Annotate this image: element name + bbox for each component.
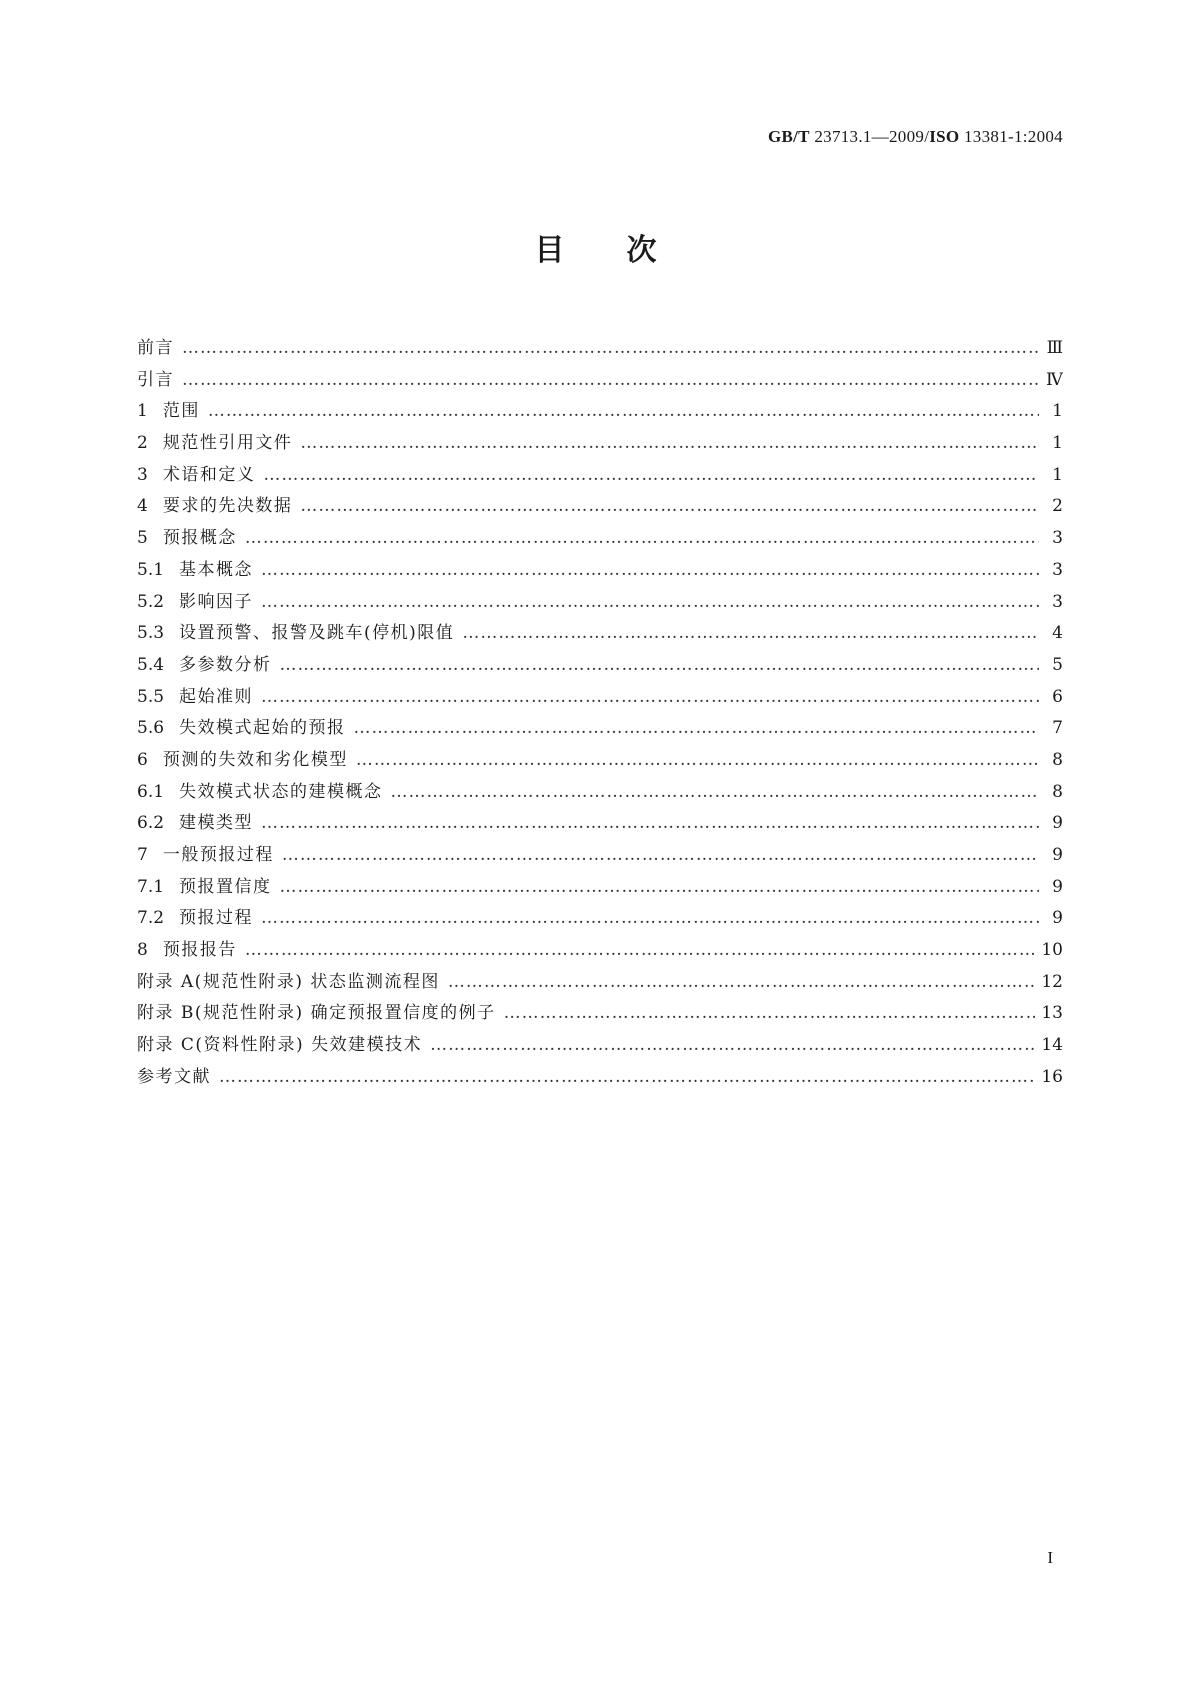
toc-entry-number: 6 [137,749,148,770]
toc-entry[interactable] [137,777,1063,809]
toc-dot-leader [354,713,1039,745]
toc-dot-leader [261,682,1039,714]
toc-entry-page: 8 [1052,781,1063,802]
toc-entry-page: Ⅲ [1046,338,1063,358]
toc-entry-number: 7 [137,845,148,865]
toc-dot-leader [448,967,1036,999]
toc-dot-leader [182,365,1039,397]
toc-entry-page: 3 [1052,528,1063,549]
toc-dot-leader [219,1062,1035,1094]
toc-entry-page: 9 [1052,876,1063,897]
toc-entry[interactable] [137,650,1063,682]
toc-dot-leader [245,935,1036,967]
toc-dot-leader [261,587,1039,619]
toc-entry[interactable] [137,555,1063,587]
toc-entry-number: 5.4 [137,654,165,675]
toc-dot-leader [263,460,1039,492]
toc-entry-number: 5.1 [137,559,165,580]
toc-dot-leader [182,333,1039,365]
standard-gb-prefix: GB/T [767,127,810,146]
toc-entry[interactable] [137,365,1063,397]
toc-entry-label: 失效模式状态的建模概念 [179,781,383,802]
toc-entry-number: 5.6 [137,718,165,739]
toc-entry[interactable] [137,713,1063,745]
toc-entry-number: 3 [137,464,148,485]
standard-gb-number: 23713.1—2009/ [809,127,930,146]
toc-entry-page: 2 [1052,496,1063,517]
toc-entry-label: 起始准则 [179,686,254,707]
toc-entry-page: 7 [1052,718,1063,739]
toc-entry-number: 6.2 [137,813,165,834]
toc-dot-leader [261,555,1039,587]
toc-entry-page: 1 [1052,433,1063,454]
toc-entry[interactable] [137,808,1063,840]
toc-entry-label: 一般预报过程 [162,845,274,865]
toc-entry-page: 9 [1052,845,1063,865]
toc-entry-number: 5 [137,528,148,549]
toc-entry[interactable] [137,935,1063,967]
toc-entry-label: 要求的先决数据 [162,496,293,517]
toc-dot-leader [504,998,1036,1030]
toc-entry-page: 9 [1052,813,1063,834]
toc-entry-label: 预报置信度 [179,876,272,897]
toc-entry-page: 1 [1052,401,1063,422]
toc-dot-leader [208,396,1039,428]
toc-dot-leader [430,1030,1035,1062]
toc-dot-leader [261,808,1039,840]
toc-entry-number: 4 [137,496,148,517]
toc-dot-leader [280,872,1039,904]
toc-entry-label: 术语和定义 [162,464,256,485]
toc-entry-page: 13 [1041,1003,1063,1024]
toc-entry-label: 规范性引用文件 [162,433,293,454]
toc-dot-leader [280,650,1039,682]
toc-entry-number: 7.2 [137,908,165,929]
standard-number [768,127,1063,147]
toc-entry-label: 影响因子 [179,591,254,612]
toc-entry-label: 附录 C(资料性附录) 失效建模技术 [137,1035,423,1056]
toc-entry[interactable] [137,1030,1063,1062]
toc-entry-page: 16 [1041,1066,1063,1087]
toc-entry-number: 1 [137,401,148,422]
standard-iso-number: 13381-1:2004 [959,127,1063,146]
toc-entry[interactable] [137,523,1063,555]
toc-entry[interactable] [137,1062,1063,1094]
toc-entry-label: 附录 B(规范性附录) 确定预报置信度的例子 [137,1003,496,1024]
toc-entry-number: 8 [137,940,148,961]
toc-entry-page: 9 [1052,908,1063,929]
toc-dot-leader [261,903,1039,935]
toc-entry[interactable] [137,460,1063,492]
toc-entry-number: 7.1 [137,876,165,897]
toc-entry-page: 3 [1052,591,1063,612]
toc-dot-leader [300,491,1039,523]
toc-entry-label: 参考文献 [137,1066,211,1087]
toc-entry[interactable] [137,967,1063,999]
toc-entry-label: 引言 [137,369,174,390]
toc-entry-label: 基本概念 [179,559,254,580]
toc-entry-page: 1 [1052,464,1063,485]
toc-entry[interactable] [137,745,1063,777]
toc-entry-label: 附录 A(规范性附录) 状态监测流程图 [137,971,440,992]
toc-dot-leader [245,523,1039,555]
toc-entry-page: 5 [1052,654,1063,675]
toc-entry-label: 范围 [162,401,200,422]
toc-entry-label: 失效模式起始的预报 [179,718,346,739]
toc-dot-leader [391,777,1039,809]
toc-title: 目次 [534,233,719,268]
toc-entry-label: 设置预警、报警及跳车(停机)限值 [179,623,455,644]
toc-entry[interactable] [137,872,1063,904]
toc-entry-page: Ⅳ [1046,369,1063,390]
toc-entry[interactable] [137,682,1063,714]
toc-dot-leader [282,840,1039,872]
toc-entry[interactable] [137,428,1063,460]
toc-dot-leader [462,618,1039,650]
toc-entry-number: 2 [137,433,148,454]
toc-entry-label: 多参数分析 [179,654,272,675]
toc-entry-label: 预测的失效和劣化模型 [162,749,348,770]
toc-entry-number: 5.2 [137,591,165,612]
toc-entry-label: 建模类型 [179,813,254,834]
toc-entry[interactable] [137,491,1063,523]
toc-entry[interactable] [137,618,1063,650]
toc-entry[interactable] [137,333,1063,365]
toc-entry-page: 4 [1052,623,1063,644]
toc-entry-page: 14 [1041,1035,1063,1056]
toc-entry-page: 6 [1052,686,1063,707]
standard-iso-prefix: ISO [929,127,960,146]
toc-entry[interactable] [137,396,1063,428]
toc-dot-leader [356,745,1039,777]
toc-entry-number: 5.5 [137,686,165,707]
toc-entry-page: 12 [1041,971,1063,992]
toc-dot-leader [300,428,1039,460]
toc-entry-label: 预报概念 [162,528,237,549]
toc-entry[interactable] [137,840,1063,872]
page-number: I [1047,1548,1053,1567]
toc-entry-page: 3 [1052,559,1063,580]
table-of-contents [137,333,1063,1094]
toc-entry-number: 6.1 [137,781,165,802]
toc-entry[interactable] [137,903,1063,935]
toc-entry[interactable] [137,587,1063,619]
toc-entry-page: 10 [1041,940,1063,961]
toc-entry-label: 前言 [137,338,174,358]
toc-entry[interactable] [137,998,1063,1030]
toc-entry-label: 预报报告 [162,940,237,961]
toc-entry-label: 预报过程 [179,908,254,929]
toc-entry-page: 8 [1052,749,1063,770]
toc-entry-number: 5.3 [137,623,165,644]
